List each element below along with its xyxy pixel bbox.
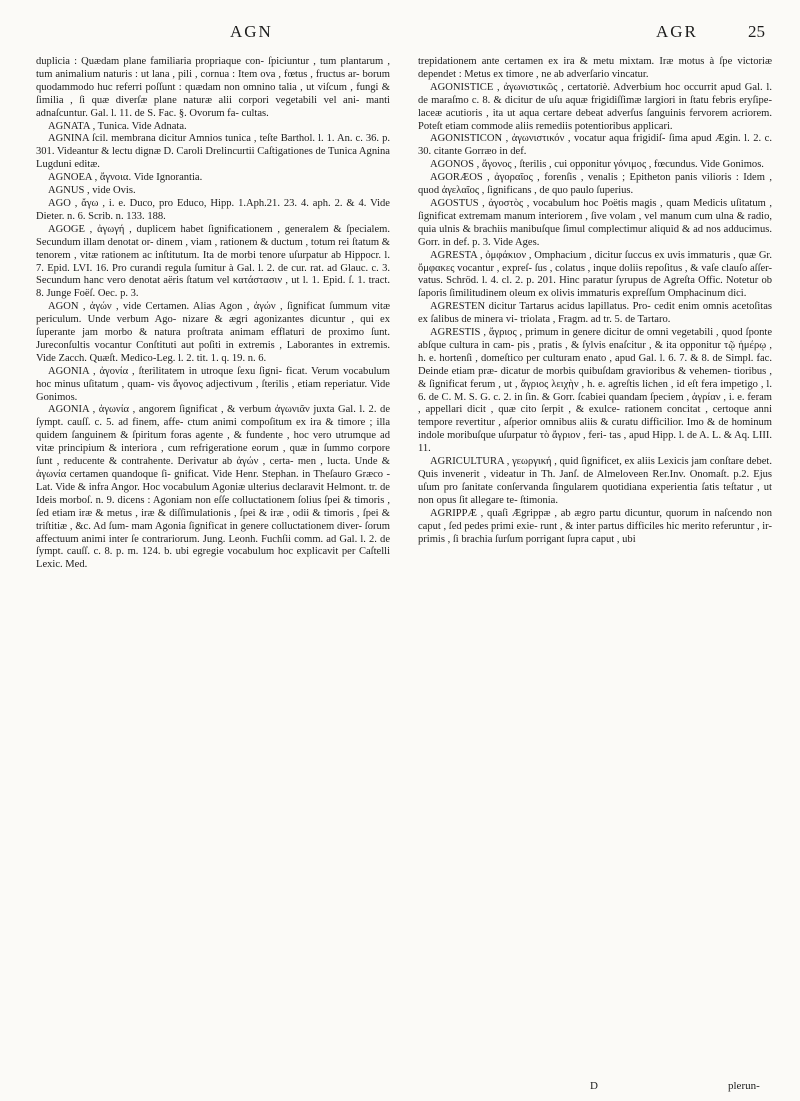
page-footer [0,1080,800,1098]
entry-paragraph: AGOGE , ἀγωγή , duplicem habet ſignificationem , generalem & ſpecialem. Secundum illam denotat or- dinem , viam , rationem & ductum , totum rei ſtatum & tenorem , vitæ rationem ac inſtitutum. Ita de morbi tenore uſurpatur ab Hippocr. l. 7. Epid. LVI. 16. Pro curandi regula ſumitur à Gal. l. 2. de cur. rat. ad Glauc. c. 3. Secundum hanc vero denotat aëris ſtatum vel κατάστασιν , ut l. 1. Epid. ſ. 1. tract. 8. Junge Foëſ. Oec. p. 3. [36,223,390,300]
entry-paragraph: AGON , ἀγών , vide Certamen. Alias Agon , ἀγών , ſignificat ſummum vitæ periculum. Unde verbum Ago- nizare & ægri agonizantes dicuntur , qui ex ſuperante jam morbo & natura proſtrata animam efflaturi de proximo ſunt. Jureconſultis vocantur Conſtituti aut poſiti in extremis , Laborantes in extremis. Vide Zacch. Quæſt. Medico-Leg. l. 2. tit. 1. q. 19. n. 6. [36,301,390,364]
entry-paragraph: AGONOS , ἄγονος , ſterilis , cui opponitur γόνιμος , fœcundus. Vide Gonimos. [430,159,764,171]
entry-paragraph: AGO , ἄγω , i. e. Duco, pro Educo, Hipp. 1.Aph.21. 23. 4. aph. 2. & 4. Vide Dieter. n. 6. Scrib. n. 133. 188. [36,197,390,222]
entry-paragraph: duplicia : Quædam plane familiaria propriaque con- ſpiciuntur , tum plantarum , tum animalium naturis : ut lana , pili , cornua : Item ova , fœtus , fructus ar- borum quodammodo huc referri poſſunt : quædam non omnino talia , ut viſcum , fungi & ſimilia , ſi quæ diverſæ plane naturæ alii corpori vegetabili vel ani- manti adnaſcuntur. Gal. l. 11. de S. Fac. §. Ovorum fa- cultas. [36,56,390,119]
left-column [36,56,390,572]
right-column [418,56,772,546]
entry-paragraph: AGNOEA , ἄγνοια. Vide Ignorantia. [48,172,203,184]
entry-paragraph: trepidationem ante certamen ex ira & metu mixtam. Iræ motus à ſpe victoriæ dependet : Metus ex timore , ne ab adverſario vincatur. [418,56,772,80]
entry-paragraph: AGONIA , ἀγονία , ſterilitatem in utroque ſexu ſigni- ficat. Verum vocabulum hoc minus uſitatum , quam- vis ἄγονος adjectivum , ſterilis , etiam reperiatur. Vide Gonimos. [36,365,390,403]
page-header [0,12,800,52]
signature-mark: D [590,1080,598,1092]
entry-paragraph: AGNATA , Tunica. Vide Adnata. [48,120,187,132]
running-head-left: AGN [230,22,273,41]
entry-paragraph: AGRIPPÆ , quaſi Ægrippæ , ab ægro partu dicuntur, quorum in naſcendo non caput , ſed pedes primi exie- runt , & inter partus difficiles hic merito referuntur , ir- primis , ſi brachia ſurſum porrigant ſupra caput , ubi [418,507,772,545]
entry-paragraph: AGRICULTURA , γεωργική , quid ſignificet, ex aliis Lexicis jam conſtare debet. Quis invenerit , videatur in Th. Janſ. de Almeloveen Rer.Inv. Onomaſt. p.2. Ejus uſum pro ſanitate conſervanda ſingularem quotidiana experientia ſatis teſtatur , ut non opus ſit allegare te- ſtimonia. [418,456,772,506]
entry-paragraph: AGONISTICE , ἀγωνιστικῶς , certatoriè. Adverbium hoc occurrit apud Gal. l. de maraſmo c. 8. & dicitur de uſu aquæ frigidiſſimæ largiori in ſtatu febris eryſipe- laceæ acutioris , ita ut aqua certare debeat adverſus ſanguinis fervorem acriorem. Poteſt etiam commode aliis remediis potentioribus applicari. [418,81,772,132]
entry-paragraph: AGOSTUS , ἀγοστὸς , vocabulum hoc Poëtis magis , quam Medicis uſitatum , ſignificat extremam manum interiorem , ſive volam , vel manum cum ulna & radio, quia ulnis & brachiis manibuſque ſimul complectimur aliquid & ad nos adducimus. Gorr. in def. p. 3. Vide Ages. [418,197,772,248]
entry-paragraph: AGORÆOS , ἀγοραῖος , forenſis , venalis ; Epitheton panis vilioris : Idem , quod ἀγελαῖος , ſignificans , de quo paulo ſuperius. [418,172,772,197]
entry-paragraph: AGRESTA , ὀμφάκιον , Omphacium , dicitur ſuccus ex uvis immaturis , quæ Gr. ὄμφακες vocantur , expreſ- ſus , colatus , inque doliis repoſitus , & vaſe clauſo aſſer- vatus. Schröd. l. 4. cl. 2. p. 201. Hinc paratur ſyrupus de Agreſta Offic. Notetur ob ſaporis ſimilitudinem oleum ex olivis immaturis expreſſum Omphacinum dici. [418,249,772,300]
entry-paragraph: AGONISTICON , ἀγωνιστικόν , vocatur aqua frigidiſ- ſima apud Ægin. l. 2. c. 30. citante Gorræo in def. [418,133,772,158]
entry-paragraph: AGNUS , vide Ovis. [48,185,136,197]
entry-paragraph: AGRESTEN dicitur Tartarus acidus lapillatus. Pro- cedit enim omnis acetoſitas ex ſalibus de minera vi- triolata , Fragm. ad tr. 5. de Tartaro. [418,301,772,326]
entry-paragraph: AGRESTIS , ἄγριος , primum in genere dicitur de omni vegetabili , quod ſponte abſque cultura in cam- pis , pratis , & ſylvis enaſcitur , & ita opponitur τῷ ἡμέρῳ , h. e. hortenſi , domeſtico per culturam enato , apud Gal. l. 6. 7. & 8. de Simpl. fac. Deinde etiam præ- dicatur de morbis quibuſdam gravioribus & vehemen- tioribus , & ſignificat ferum , ut , ἄγριος λειχὴν , h. e. agreſtis lichen , id eſt fera impetigo , l. 6. de C. M. S. G. c. 2. in ſin. & Gorr. ſcabiei quandam ſpeciem , ἀγρίαν , i. e. feram , appellari dicit , quæ cito ſerpit , & exulce- rationem concitat , certoque anni tempore revertitur , aſperior omnibus aliis & curatu difficilior. Imo & de hominum indole moribuſque uſurpatur τὸ ἄγριον , feri- tas , apud Hipp. l. de A. L. & Aq. LIII. 11. [418,327,772,455]
entry-paragraph: AGONIA , ἀγωνία , angorem ſignificat , & verbum ἀγωνιᾶν juxta Gal. l. 2. de ſympt. cauſſ. c. 5. ad finem, affe- ctum animi compoſitum ex ira & timore ; illa quidem ſanguinem & ſpiritum foras agente , & fundente , hoc vero utrumque ad vitæ principium & interiora , cum refrigeratione eorum , quæ in ſummo corpore ſunt , reducente & contrahente. Derivatur ab ἀγών , certa- men , lucta. Unde & ἀγωνία certamen quandoque ſi- gnificat. Vide Henr. Stephan. in Theſauro Græco - Lat. Vide & infra Angor. Hoc vocabulum Agoniæ ulterius declaravit Helmont. tr. de Ideis morboſ. n. 9. dicens : Agoniam non eſſe colluctationem ſolius ſpei & timoris , ſed etiam iræ & metus , iræ & diſſimulationis , ſpei & iræ , odii & timoris , ſpei & triſtitiæ , &c. Ad ſum- mam Agonia ſignificat in genere colluctationem diver- ſorum affectuum animi inter ſe contrariorum. Jung. Leonh. Fuchſii comm. ad Gal. l. 2. de ſympt. cauſſ. c. 8. p. m. 124. b. ubi egregie vocabulum hoc explicavit per Caſtelli Lexic. Med. [36,404,390,571]
page-number: 25 [748,22,765,41]
entry-paragraph: AGNINA ſcil. membrana dicitur Amnios tunica , teſte Barthol. l. 1. An. c. 36. p. 301. Videantur & lectu dignæ D. Caroli Drelincurtii Caſtigationes de Tunica Agnina Lugduni editæ. [36,133,390,171]
running-head-right: AGR [656,22,698,41]
catchword: plerun- [728,1080,760,1092]
